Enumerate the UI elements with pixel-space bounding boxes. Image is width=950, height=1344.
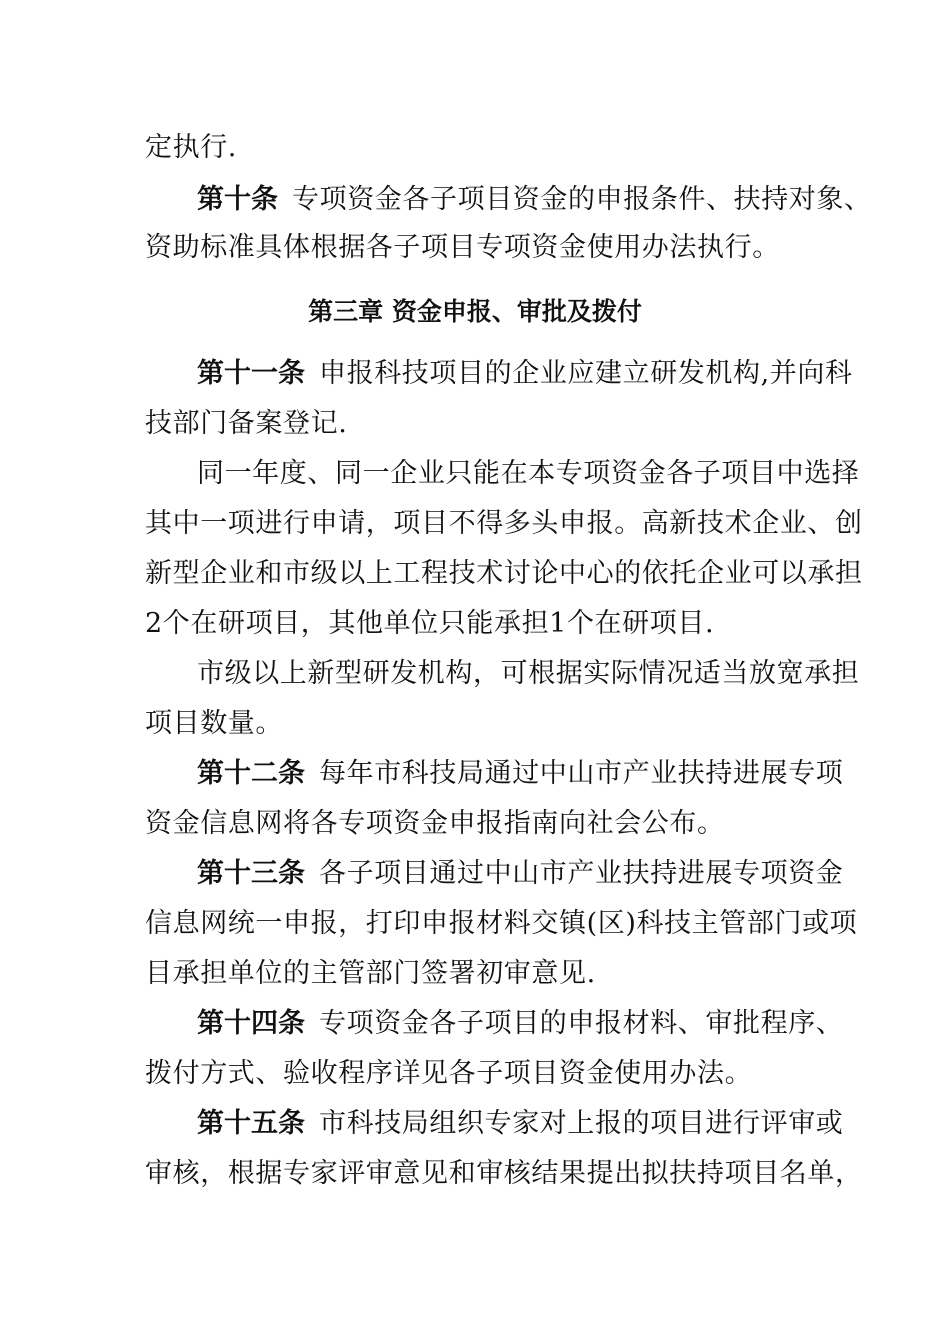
article-heading: 第十四条	[197, 1008, 305, 1039]
text-line	[145, 954, 810, 994]
line-text: 市科技局组织专家对上报的项目进行评审或	[319, 1108, 844, 1139]
line-text: 同一年度、同一企业只能在本专项资金各子项目中选择	[197, 458, 860, 489]
line-text: 资金信息网将各专项资金申报指南向社会公布。	[145, 808, 725, 839]
text-line	[145, 554, 863, 594]
article-heading: 第十一条	[197, 358, 305, 389]
line-text: 市级以上新型研发机构，可根据实际情况适当放宽承担	[197, 658, 860, 689]
article-heading: 第十二条	[197, 758, 305, 789]
article-13	[197, 854, 844, 894]
line-text: 其中一项进行申请，项目不得多头申报。高新技术企业、创	[145, 508, 863, 539]
chapter-title: 第三章 资金申报、审批及拨付	[308, 297, 642, 326]
text-line	[145, 504, 863, 544]
text-line	[145, 604, 810, 644]
line-text: 新型企业和市级以上工程技术讨论中心的依托企业可以承担	[145, 558, 863, 589]
line-text: 专项资金各子项目资金的申报条件、扶持对象、	[292, 184, 872, 215]
text-line	[145, 704, 810, 744]
article-11	[197, 354, 853, 394]
text-line	[145, 1054, 810, 1094]
text-line	[145, 228, 810, 268]
article-heading: 第十条	[197, 184, 278, 215]
article-heading: 第十三条	[197, 858, 305, 889]
line-text: 信息网统一申报，打印申报材料交镇(区)科技主管部门或项	[145, 908, 858, 939]
line-text: 审核，根据专家评审意见和审核结果提出拟扶持项目名单，	[145, 1158, 863, 1189]
line-text: 项目数量。	[145, 708, 283, 739]
article-heading: 第十五条	[197, 1108, 305, 1139]
article-15	[197, 1104, 844, 1144]
text-line	[145, 128, 810, 168]
article-14	[197, 1004, 844, 1044]
line-text: 申报科技项目的企业应建立研发机构,并向科	[319, 358, 853, 389]
line-text: 每年市科技局通过中山市产业扶持进展专项	[319, 758, 844, 789]
line-text: 技部门备案登记.	[145, 408, 348, 439]
text-line	[145, 904, 858, 944]
article-10	[197, 180, 872, 220]
line-text: 专项资金各子项目的申报材料、审批程序、	[319, 1008, 844, 1039]
article-12	[197, 754, 844, 794]
line-text: 各子项目通过中山市产业扶持进展专项资金	[319, 858, 844, 889]
line-text: 拨付方式、验收程序详见各子项目资金使用办法。	[145, 1058, 753, 1089]
text-line	[145, 804, 810, 844]
line-text: 目承担单位的主管部门签署初审意见.	[145, 958, 596, 989]
line-text: 2个在研项目，其他单位只能承担1个在研项目.	[145, 608, 715, 639]
text-line	[145, 404, 810, 444]
text-line	[145, 1154, 863, 1194]
line-text: 资助标准具体根据各子项目专项资金使用办法执行。	[145, 232, 780, 263]
paragraph-line	[197, 454, 860, 494]
paragraph-line	[197, 654, 860, 694]
line-text: 定执行.	[145, 132, 237, 163]
